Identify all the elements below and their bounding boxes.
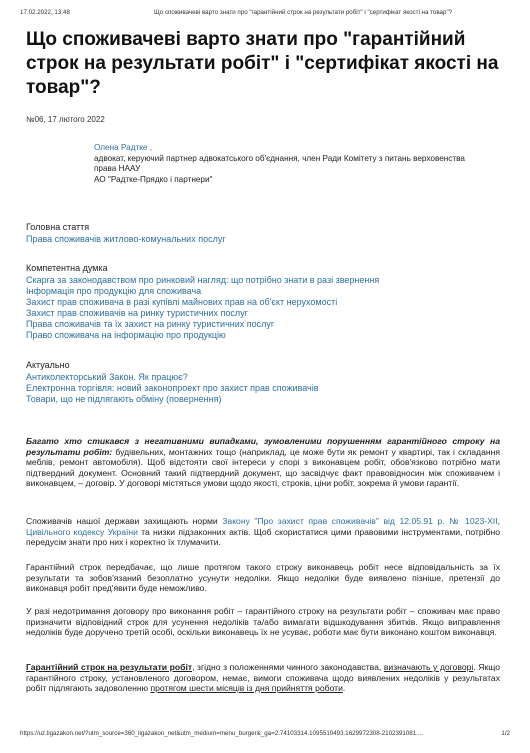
expert-link[interactable]: Права споживачів та їх захист на ринку туристичних послуг	[26, 319, 275, 329]
print-timestamp: 17.02.2022, 13:48	[20, 9, 70, 16]
law-link[interactable]: Закону "Про захист прав споживачів" від 12.05.91 р. № 1023-XII	[222, 516, 498, 526]
paragraph-text: Гарантійний строк передбачає, що лише протягом такого строку виконавець робіт несе відповідальність за їх результати та зобов'язаний безоплатно усунути недоліки. Якщо недоліки буде виявлено пізніше, претензії до виконавця робіт пред'явити буде неможливо.	[26, 562, 500, 594]
topical-section	[26, 360, 496, 405]
article-title: Що споживачеві варто знати про "гарантійний строк на результати робіт" і "сертифікат якості на товар"?	[26, 29, 499, 98]
paragraph-text: .	[342, 683, 346, 694]
civil-code-link[interactable]: Цивільного кодексу України	[26, 526, 138, 537]
expert-link[interactable]: Захист прав споживача в разі купівлі майнових прав на об'єкт нерухомості	[26, 297, 338, 307]
author-block	[94, 143, 474, 185]
print-url: https://uz.ligazakon.net/?utm_source=360_ligazakon_net&utm_medium=menu_burger&_ga=2.74103314.1095510493.1629972308-2102391081....	[20, 730, 424, 737]
print-footer	[20, 730, 510, 737]
section-title: Головна стаття	[26, 222, 90, 232]
print-title: Що споживачеві варто знати про "гарантійний строк на результати робіт" і "сертифікат якості на товар"?	[154, 9, 453, 16]
main-topic-link[interactable]: Права споживачів житлово-комунальних послуг	[26, 234, 226, 244]
paragraph-text: . Якщо гарантійного строку, установленого договором, немає, вимоги споживача щодо виявлених недоліків у результатах робіт підлягають задоволенню	[26, 662, 501, 694]
topical-link[interactable]: Електронна торгівля: новий законопроект про захист прав споживачів	[26, 383, 319, 393]
paragraph-text: Споживачів нашої держави захищають норми	[26, 516, 223, 526]
paragraph-text: У разі недотримання договору про виконання робіт – гарантійного строку на результати робіт – споживач має право призначити відповідний строк для усунення недоліків та/або вимагати відшкодування збитків. Якщо виправлення недоліків буде доручено третій особі, оскільки виконавець їх не усуває, роботи має бути виконано коштом виконавця.	[26, 606, 500, 638]
print-header	[20, 9, 510, 21]
paragraph-1	[26, 436, 500, 489]
paragraph-text: та низки підзаконних актів. Щоб скористатися цими правовими інструментами, потрібно передусім знати про них і коректно їх тлумачити.	[26, 526, 500, 548]
author-name[interactable]: Олена Радтке ,	[94, 143, 153, 152]
expert-link[interactable]: Право споживача на інформацію про продукцію	[26, 330, 226, 340]
paragraph-3	[26, 562, 500, 594]
warranty-term-bold: Гарантійний строк на результати робіт	[26, 662, 193, 672]
main-topic-section	[26, 222, 496, 245]
expert-opinion-section	[26, 263, 496, 341]
paragraph-text: , згідно з положеннями чинного законодавства,	[192, 662, 384, 672]
author-role: адвокат, керуючий партнер адвокатського об'єднання, член Ради Комітету з питань верховенства права НААУ	[94, 153, 465, 173]
expert-link[interactable]: Захист прав споживачів на ринку туристичних послуг	[26, 308, 248, 318]
paragraph-5	[26, 662, 500, 694]
author-firm: АО "Радтке-Прядко і партнери"	[94, 174, 213, 184]
expert-link[interactable]: Інформація про продукцію для споживача	[26, 286, 202, 296]
topical-link[interactable]: Товари, що не підлягають обміну (повернення)	[26, 394, 222, 404]
paragraph-text: будівельних, монтажних тощо (наприклад, це може бути як ремонт у квартирі, так і складання меблів, ремонт автомобіля). Щоб відстояти свої інтереси у спорі з виконавцем робіт, обов'язково потрібно мати підтвердний документ. Основний такий підтвердний документ, що засвідчує факт правовідносин між споживачем і виконавцем, – договір. У договорі містяться умови щодо якості, строків, ціни робіт, зокрема й умови гарантії.	[26, 446, 500, 489]
topical-link[interactable]: Антиколекторський Закон. Як працює?	[26, 372, 188, 382]
paragraph-4	[26, 606, 500, 638]
intro-bold: Багато хто стикався з негативними випадками, зумовленими порушенням гарантійного строку на результати робіт:	[26, 436, 500, 457]
page-number: 1/2	[501, 730, 510, 737]
underlined-text: визначають у договорі	[383, 662, 474, 672]
section-title: Компетентна думка	[26, 263, 108, 273]
paragraph-2	[26, 516, 500, 548]
section-title: Актуально	[26, 360, 70, 370]
paragraph-text: ,	[497, 516, 500, 526]
expert-link[interactable]: Скарга за законодавством про ринковий нагляд: що потрібно знати в разі звернення	[26, 275, 380, 285]
issue-info: №06, 17 лютого 2022	[26, 115, 105, 124]
underlined-text: протягом шести місяців із дня прийняття роботи	[150, 683, 343, 694]
